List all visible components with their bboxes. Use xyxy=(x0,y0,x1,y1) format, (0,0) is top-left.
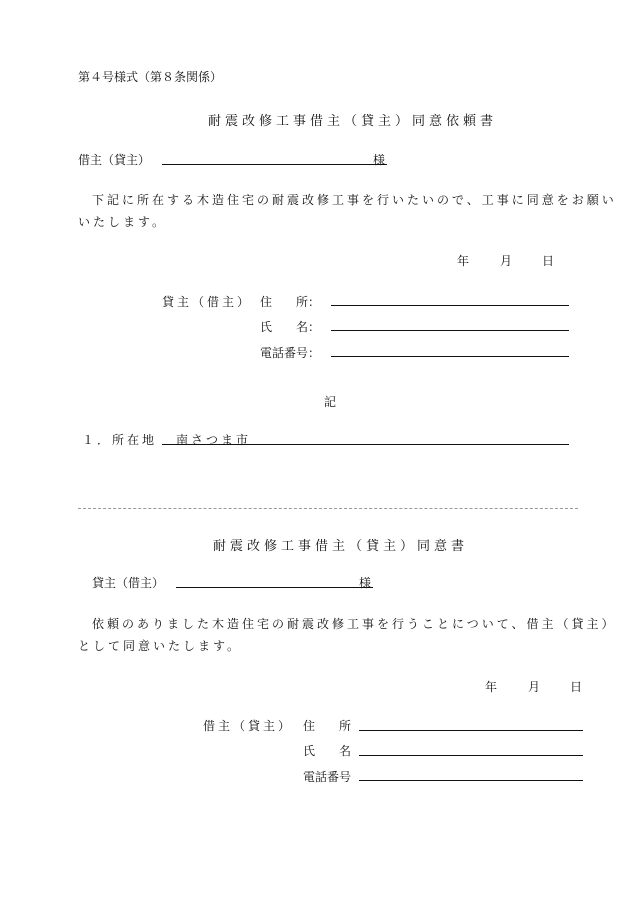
consent-sender-label: 借主（貸主） xyxy=(203,719,294,733)
request-addressee-label: 借主（貸主） xyxy=(78,153,151,167)
consent-body-line1: 依頼のありました木造住宅の耐震改修工事を行うことについて、借主（貸主） xyxy=(92,617,617,631)
consent-phone-label: 電話番号 xyxy=(303,770,352,784)
consent-title: 耐震改修工事借主（貸主）同意書 xyxy=(213,539,469,554)
consent-name-label: 氏 名 xyxy=(303,744,352,758)
request-name-label: 氏 名： xyxy=(260,320,321,334)
consent-date-year: 年 xyxy=(485,680,498,694)
consent-date-day: 日 xyxy=(570,680,583,694)
consent-honorific: 様 xyxy=(359,576,372,590)
consent-name-field[interactable] xyxy=(359,755,583,756)
consent-body-line2: として同意いたします。 xyxy=(78,639,243,653)
request-addressee-field[interactable] xyxy=(162,164,387,165)
consent-address-label: 住 所 xyxy=(303,719,352,733)
request-phone-label: 電話番号： xyxy=(260,346,321,360)
cut-line-divider xyxy=(78,508,578,509)
consent-addressee-label: 貸主（借主） xyxy=(92,576,165,590)
consent-addressee-field[interactable] xyxy=(176,587,373,588)
request-date-day: 日 xyxy=(542,254,555,268)
request-body-line1: 下記に所在する木造住宅の耐震改修工事を行いたいので、工事に同意をお願い xyxy=(92,193,617,207)
ki-label: 記 xyxy=(324,395,337,409)
request-honorific: 様 xyxy=(373,153,386,167)
consent-date-month: 月 xyxy=(528,680,541,694)
request-name-field[interactable] xyxy=(331,330,569,331)
request-date-month: 月 xyxy=(500,254,513,268)
request-date-year: 年 xyxy=(457,254,470,268)
form-number: 第４号様式（第８条関係） xyxy=(78,70,223,84)
consent-phone-field[interactable] xyxy=(359,780,583,781)
request-title: 耐震改修工事借主（貸主）同意依頼書 xyxy=(208,114,498,129)
request-body-line2: いたします。 xyxy=(78,215,168,229)
request-address-label: 住 所： xyxy=(260,295,321,309)
consent-address-field[interactable] xyxy=(359,730,583,731)
request-phone-field[interactable] xyxy=(331,356,569,357)
item-location-label: １．所在地 xyxy=(82,433,158,447)
request-address-field[interactable] xyxy=(331,305,569,306)
item-location-value: 南さつま市 xyxy=(176,433,252,447)
request-sender-label: 貸主（借主） xyxy=(162,295,253,309)
